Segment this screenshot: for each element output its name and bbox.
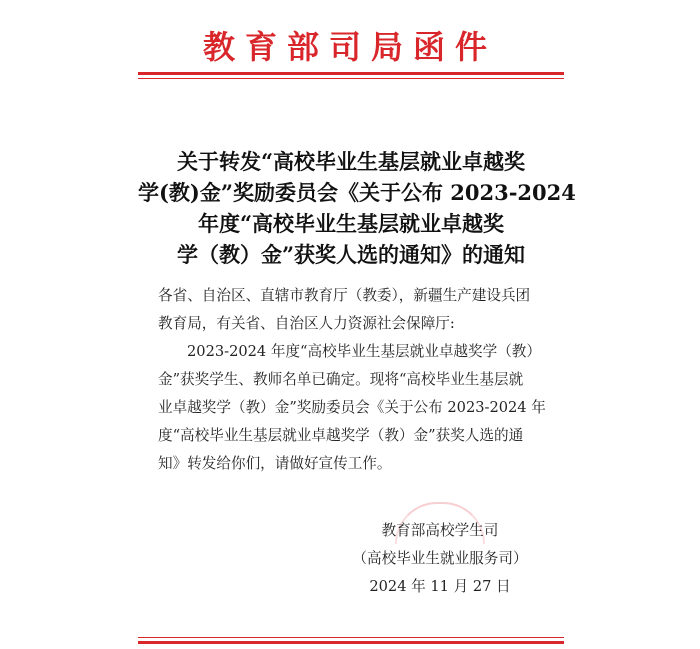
letterhead-rule-thick — [138, 72, 564, 75]
document-body — [158, 282, 558, 478]
title-line: 学（教）金”获奖人选的通知》的通知 — [176, 242, 526, 267]
title-line: 年度“高校毕业生基层就业卓越奖 — [197, 211, 505, 236]
body-line: 2023-2024 年度“高校毕业生基层就业卓越奖学（教） — [187, 343, 541, 360]
title-line: 学(教)金”奖励委员会《关于公布 2023-2024 — [138, 180, 576, 205]
recipients-line: 各省、自治区、直辖市教育厅（教委），新疆生产建设兵团 — [158, 287, 531, 304]
recipients-line: 教育局，有关省、自治区人力资源社会保障厅: — [158, 315, 455, 332]
footer-rule-thin — [138, 637, 564, 638]
signature-sub-org: （高校毕业生就业服务司） — [352, 550, 528, 567]
body-line: 金”获奖学生、教师名单已确定。现将“高校毕业生基层就 — [158, 371, 524, 388]
letterhead-rule-thin — [138, 78, 564, 79]
signature-org: 教育部高校学生司 — [381, 522, 499, 539]
body-line: 业卓越奖学（教）金”奖励委员会《关于公布 2023-2024 年 — [158, 399, 546, 416]
body-line: 知》转发给你们，请做好宣传工作。 — [158, 455, 392, 472]
letterhead-title: 教育部司局函件 — [202, 28, 497, 66]
body-line: 度“高校毕业生基层就业卓越奖学（教）金”获奖人选的通 — [158, 427, 524, 444]
footer-rule-thick — [138, 641, 564, 644]
signature-block — [340, 517, 540, 601]
signature-date: 2024 年 11 月 27 日 — [369, 578, 511, 595]
document-title — [138, 146, 576, 270]
title-line: 关于转发“高校毕业生基层就业卓越奖 — [176, 149, 526, 174]
